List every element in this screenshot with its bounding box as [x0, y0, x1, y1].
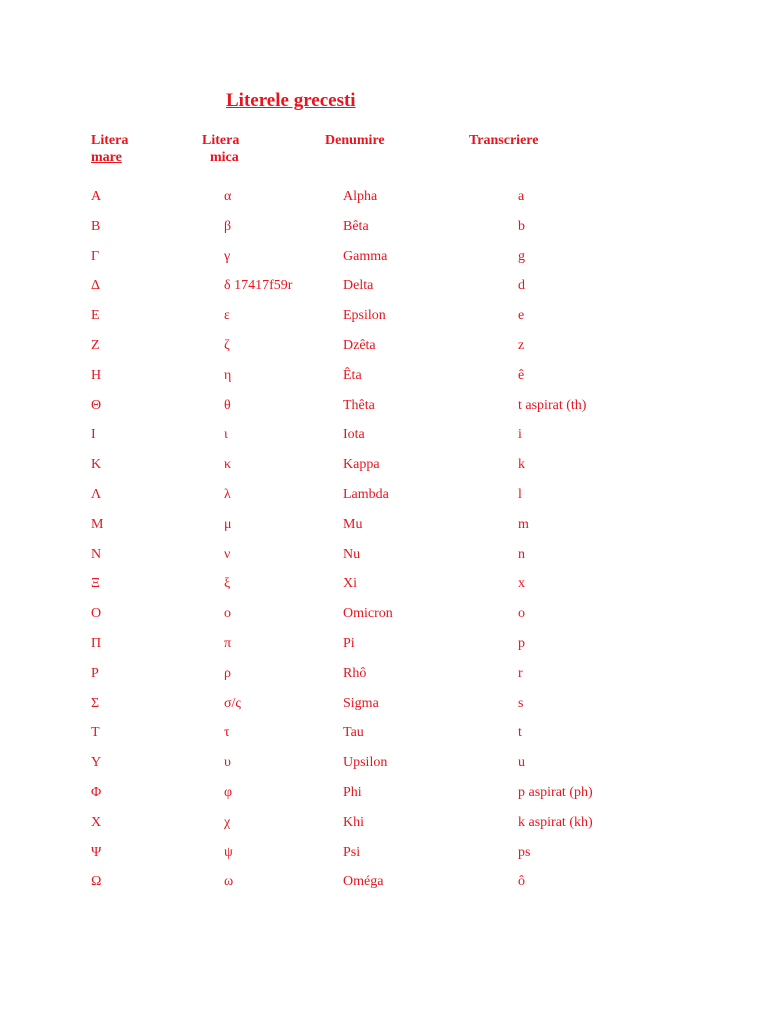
letter-name: Lambda — [343, 486, 389, 502]
uppercase-letter: Ι — [91, 427, 96, 443]
letter-name: Bêta — [343, 218, 369, 234]
uppercase-letter: Μ — [91, 516, 104, 532]
uppercase-letter: Φ — [91, 784, 102, 800]
letter-name: Iota — [343, 427, 365, 443]
table-row — [0, 814, 768, 844]
table-row — [0, 665, 768, 695]
table-row — [0, 784, 768, 814]
letter-name: Dzêta — [343, 337, 376, 353]
letter-transcription: r — [518, 665, 523, 681]
letter-name: Nu — [343, 546, 361, 562]
letter-name: Tau — [343, 725, 364, 741]
letter-transcription: a — [518, 189, 525, 204]
lowercase-letter: ψ — [224, 844, 233, 860]
lowercase-letter: β — [224, 218, 232, 234]
alphabet-table — [0, 188, 768, 903]
lowercase-letter: λ — [224, 486, 231, 502]
uppercase-letter: Η — [91, 367, 102, 383]
header-lowercase-line1: Litera — [202, 133, 240, 148]
uppercase-letter: Α — [91, 189, 102, 204]
letter-name: Oméga — [343, 874, 384, 890]
uppercase-letter: Ρ — [91, 665, 99, 681]
table-row — [0, 635, 768, 665]
letter-name: Alpha — [343, 189, 378, 204]
letter-name: Thêta — [343, 397, 375, 413]
letter-name: Omicron — [343, 606, 393, 622]
header-transcription: Transcriere — [469, 133, 539, 148]
letter-transcription: k — [518, 457, 525, 473]
header-uppercase-line1: Litera — [91, 133, 129, 148]
lowercase-letter: δ 17417f59r — [224, 278, 293, 294]
letter-transcription: ps — [518, 844, 531, 860]
table-row — [0, 754, 768, 784]
table-row — [0, 248, 768, 278]
letter-transcription: b — [518, 218, 525, 234]
letter-transcription: k aspirat (kh) — [518, 814, 593, 830]
table-row — [0, 367, 768, 397]
uppercase-letter: Χ — [91, 814, 102, 830]
letter-name: Kappa — [343, 457, 380, 473]
lowercase-letter: ι — [224, 427, 228, 443]
uppercase-letter: Π — [91, 635, 102, 651]
header-lowercase-line2: mica — [210, 150, 239, 165]
table-row — [0, 695, 768, 725]
table-row — [0, 724, 768, 754]
uppercase-letter: Γ — [91, 248, 100, 264]
letter-transcription: s — [518, 695, 524, 711]
table-row — [0, 188, 768, 218]
uppercase-letter: Ε — [91, 308, 100, 324]
table-row — [0, 307, 768, 337]
lowercase-letter: κ — [224, 457, 232, 473]
uppercase-letter: Τ — [91, 725, 100, 741]
lowercase-letter: ε — [224, 308, 230, 324]
letter-name: Mu — [343, 516, 363, 532]
letter-transcription: g — [518, 248, 525, 264]
lowercase-letter: γ — [224, 248, 231, 264]
uppercase-letter: Δ — [91, 278, 101, 294]
uppercase-letter: Ξ — [91, 576, 101, 592]
letter-name: Upsilon — [343, 755, 388, 771]
table-row — [0, 546, 768, 576]
uppercase-letter: Ω — [91, 874, 102, 890]
letter-transcription: d — [518, 278, 525, 294]
table-row — [0, 456, 768, 486]
letter-name: Rhô — [343, 665, 367, 681]
lowercase-letter: υ — [224, 755, 231, 771]
lowercase-letter: ρ — [224, 665, 231, 681]
letter-name: Khi — [343, 814, 364, 830]
letter-name: Psi — [343, 844, 361, 860]
letter-transcription: t — [518, 725, 522, 741]
uppercase-letter: Θ — [91, 397, 102, 413]
letter-name: Sigma — [343, 695, 379, 711]
letter-name: Xi — [343, 576, 357, 592]
uppercase-letter: Κ — [91, 457, 102, 473]
table-row — [0, 575, 768, 605]
letter-transcription: o — [518, 606, 525, 622]
header-uppercase — [91, 132, 128, 166]
uppercase-letter: Ο — [91, 606, 102, 622]
table-row — [0, 337, 768, 367]
letter-name: Phi — [343, 784, 362, 800]
header-lowercase — [202, 132, 239, 166]
letter-name: Gamma — [343, 248, 388, 264]
letter-name: Êta — [343, 367, 362, 383]
letter-name: Epsilon — [343, 308, 386, 324]
letter-transcription: m — [518, 516, 529, 532]
uppercase-letter: Υ — [91, 755, 102, 771]
uppercase-letter: Β — [91, 218, 101, 234]
letter-transcription: e — [518, 308, 525, 324]
table-row — [0, 486, 768, 516]
uppercase-letter: Ψ — [91, 844, 102, 860]
lowercase-letter: ξ — [224, 576, 231, 592]
lowercase-letter: μ — [224, 516, 232, 532]
letter-name: Delta — [343, 278, 374, 294]
letter-transcription: p aspirat (ph) — [518, 784, 593, 800]
lowercase-letter: ζ — [224, 337, 230, 353]
lowercase-letter: ο — [224, 606, 231, 622]
lowercase-letter: ν — [224, 546, 231, 562]
header-uppercase-line2: mare — [91, 150, 122, 165]
lowercase-letter: χ — [224, 814, 231, 830]
uppercase-letter: Λ — [91, 486, 102, 502]
letter-name: Pi — [343, 635, 355, 651]
letter-transcription: z — [518, 337, 525, 353]
lowercase-letter: τ — [224, 725, 230, 741]
uppercase-letter: Ζ — [91, 337, 100, 353]
table-row — [0, 426, 768, 456]
lowercase-letter: ω — [224, 874, 234, 890]
letter-transcription: i — [518, 427, 522, 443]
page-title: Literele grecesti — [226, 90, 356, 111]
letter-transcription: ê — [518, 367, 525, 383]
uppercase-letter: Σ — [91, 695, 100, 711]
table-row — [0, 277, 768, 307]
lowercase-letter: η — [224, 367, 232, 383]
table-row — [0, 844, 768, 874]
letter-transcription: p — [518, 635, 525, 651]
letter-transcription: n — [518, 546, 525, 562]
lowercase-letter: π — [224, 635, 232, 651]
table-row — [0, 397, 768, 427]
table-row — [0, 873, 768, 903]
lowercase-letter: σ/ς — [224, 695, 241, 711]
letter-transcription: x — [518, 576, 525, 592]
table-row — [0, 516, 768, 546]
letter-transcription: u — [518, 755, 525, 771]
lowercase-letter: φ — [224, 784, 233, 800]
lowercase-letter: θ — [224, 397, 231, 413]
header-name: Denumire — [325, 133, 385, 148]
table-row — [0, 605, 768, 635]
letter-transcription: ô — [518, 874, 525, 890]
uppercase-letter: Ν — [91, 546, 102, 562]
lowercase-letter: α — [224, 189, 232, 204]
table-row — [0, 218, 768, 248]
letter-transcription: t aspirat (th) — [518, 397, 587, 413]
letter-transcription: l — [518, 486, 522, 502]
